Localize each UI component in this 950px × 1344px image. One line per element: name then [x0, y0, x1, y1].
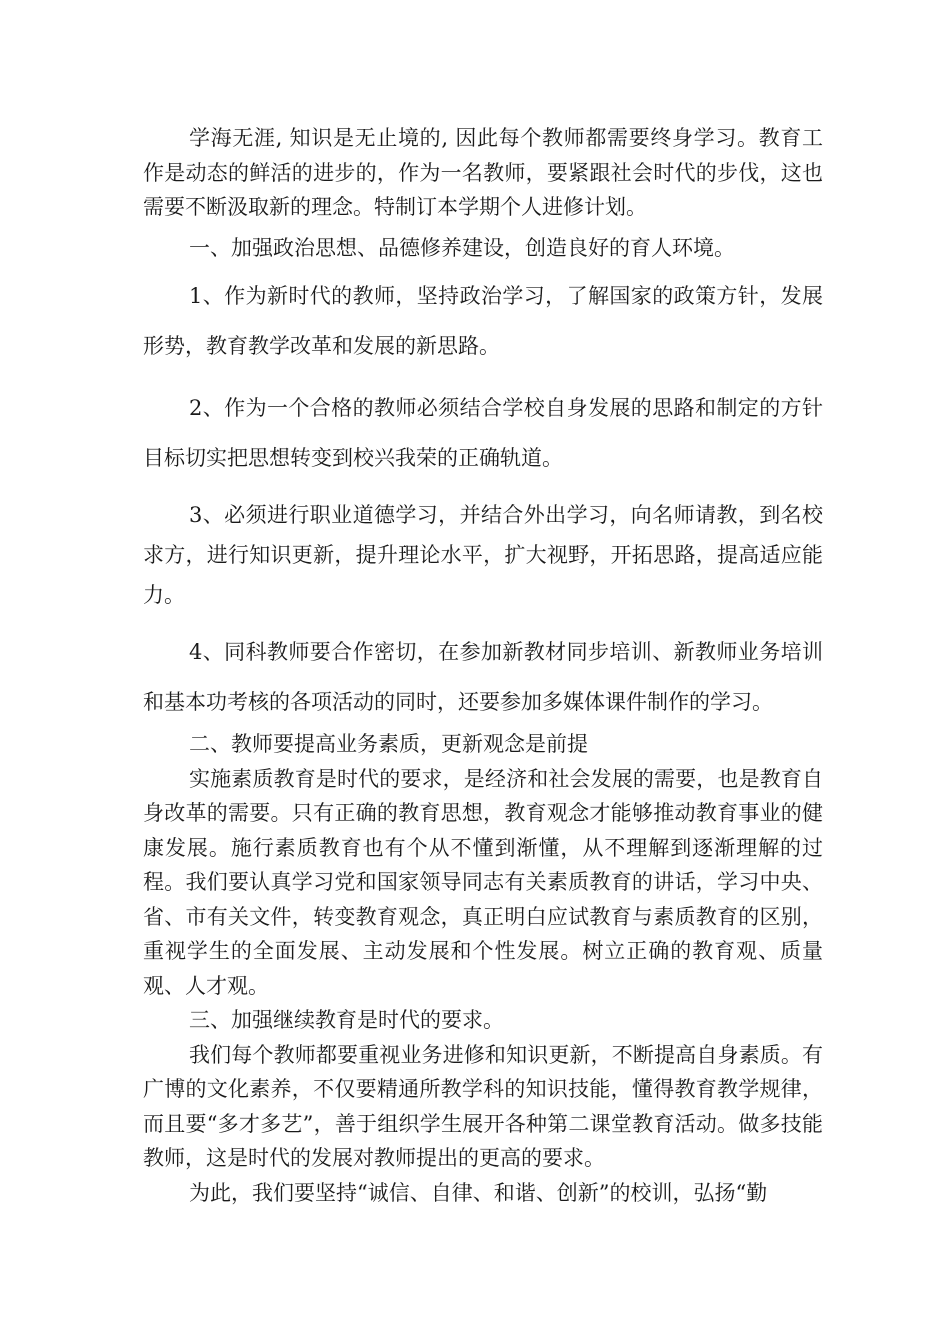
section-heading-1: 一、加强政治思想、品德修养建设，创造良好的育人环境。: [189, 235, 735, 260]
section-heading-2: 二、教师要提高业务素质，更新观念是前提: [189, 732, 588, 756]
list-item-4: 4、同科教师要合作密切，在参加新教材同步培训、新教师业务培训和基本功考核的各项活动的同时，还要参加多媒体课件制作的学习。: [143, 640, 823, 714]
intro-paragraph: 学海无涯, 知识是无止境的, 因此每个教师都需要终身学习。教育工作是动态的鲜活的进步的，作为一名教师，要紧跟社会时代的步伐，这也需要不断汲取新的理念。特制订本学期个人进修计划。: [143, 126, 823, 219]
section-heading-3: 三、加强继续教育是时代的要求。: [189, 1008, 504, 1032]
list-item-3: 3、必须进行职业道德学习，并结合外出学习，向名师请教，到名校求方，进行知识更新，提升理论水平，扩大视野，开拓思路，提高适应能力。: [143, 503, 823, 607]
document-body: [143, 121, 823, 1210]
list-item-1: 1、作为新时代的教师，坚持政治学习，了解国家的政策方针，发展形势，教育教学改革和发展的新思路。: [143, 284, 823, 358]
list-item-2: 2、作为一个合格的教师必须结合学校自身发展的思路和制定的方针目标切实把思想转变到校兴我荣的正确轨道。: [143, 396, 823, 470]
body-paragraph-2: 实施素质教育是时代的要求，是经济和社会发展的需要，也是教育自身改革的需要。只有正确的教育思想，教育观念才能够推动教育事业的健康发展。施行素质教育也有个从不懂到渐懂，从不理解到逐渐理解的过程。我们要认真学习党和国家领导同志有关素质教育的讲话，学习中央、省、市有关文件，转变教育观念，真正明白应试教育与素质教育的区别，重视学生的全面发展、主动发展和个性发展。树立正确的教育观、质量观、人才观。: [143, 766, 823, 998]
body-paragraph-3: 我们每个教师都要重视业务进修和知识更新，不断提高自身素质。有广博的文化素养，不仅要精通所教学科的知识技能，懂得教育教学规律，而且要“多才多艺”，善于组织学生展开各种第二课堂教育活动。做多技能教师，这是时代的发展对教师提出的更高的要求。: [143, 1042, 823, 1170]
body-paragraph-4: 为此，我们要坚持“诚信、自律、和谐、创新”的校训，弘扬“勤: [189, 1180, 768, 1205]
